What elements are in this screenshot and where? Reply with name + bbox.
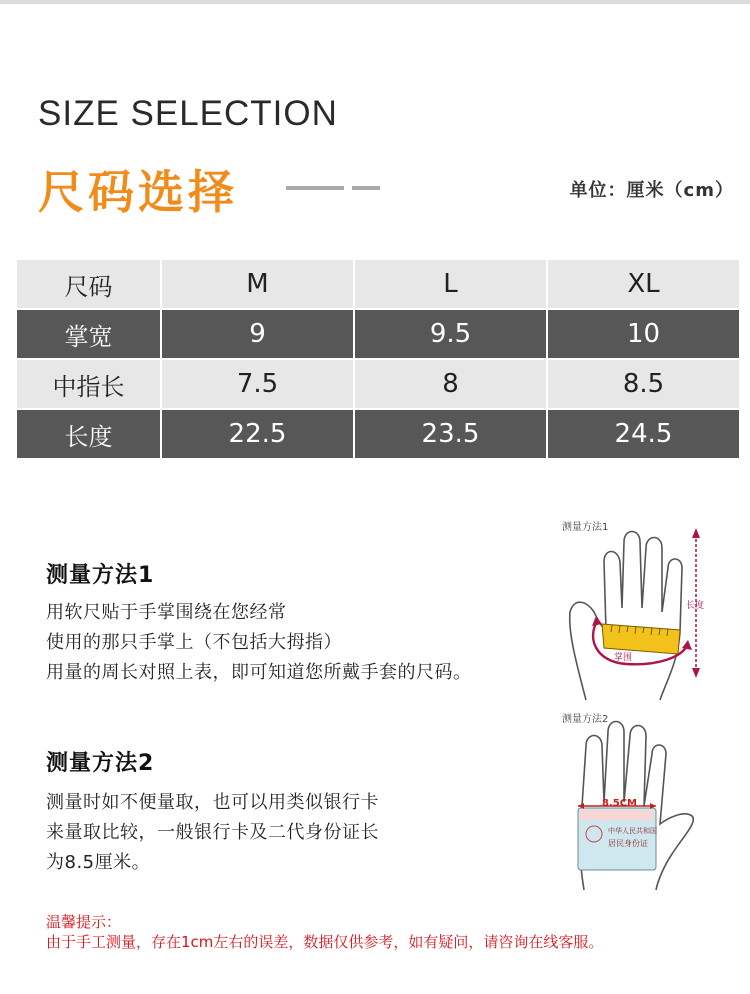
- length-label: 长度: [686, 601, 705, 611]
- method2-line: 测量时如不便量取，也可以用类似银行卡: [46, 792, 379, 813]
- method1-line: 用软尺贴于手掌围绕在您经常: [46, 602, 287, 623]
- size-cell: M: [162, 260, 353, 308]
- section-eyebrow: SIZE SELECTION: [38, 94, 338, 133]
- size-table: [15, 258, 741, 460]
- row-label: 中指长: [17, 360, 160, 408]
- method2-figure: [556, 706, 726, 896]
- card-line2: 居民身份证: [608, 839, 648, 848]
- method1-line: 用量的周长对照上表，即可知道您所戴手套的尺码。: [46, 662, 472, 683]
- notice-heading: 温馨提示：: [46, 913, 122, 931]
- hand-card-icon: [556, 706, 726, 896]
- method1-figure: [556, 512, 726, 702]
- notice-text: 由于手工测量，存在1cm左右的误差，数据仅供参考，如有疑问，请咨询在线客服。: [46, 933, 604, 951]
- size-row-length: [17, 410, 739, 458]
- size-cell: 9: [162, 310, 353, 358]
- method2-line: 来量取比较，一般银行卡及二代身份证长: [46, 822, 379, 843]
- row-label: 尺码: [17, 260, 160, 308]
- size-row-middle-finger: [17, 360, 739, 408]
- unit-label: 单位：厘米（cm）: [569, 180, 734, 201]
- size-cell: 8: [355, 360, 546, 408]
- size-cell: 23.5: [355, 410, 546, 458]
- title-dash-long: [286, 186, 344, 190]
- row-label: 长度: [17, 410, 160, 458]
- method2-text: [46, 788, 379, 878]
- figure-caption: 测量方法1: [562, 522, 609, 533]
- size-cell: XL: [548, 260, 739, 308]
- size-row-palm-width: [17, 310, 739, 358]
- size-cell: 10: [548, 310, 739, 358]
- method1-line: 使用的那只手掌上（不包括大拇指）: [46, 632, 342, 653]
- method1-title: 测量方法1: [46, 563, 155, 588]
- size-cell: 8.5: [548, 360, 739, 408]
- card-line1: 中华人民共和国: [608, 827, 657, 835]
- size-cell: L: [355, 260, 546, 308]
- method2-line: 为8.5厘米。: [46, 852, 151, 873]
- page-title: 尺码选择: [38, 165, 238, 219]
- top-divider: [0, 0, 750, 4]
- row-label: 掌宽: [17, 310, 160, 358]
- figure-caption: 测量方法2: [562, 714, 609, 725]
- size-cell: 24.5: [548, 410, 739, 458]
- size-cell: 9.5: [355, 310, 546, 358]
- size-cell: 7.5: [162, 360, 353, 408]
- palm-label: 掌围: [614, 653, 633, 663]
- card-length-label: 8.5CM: [602, 798, 638, 809]
- title-dash-short: [352, 186, 380, 190]
- size-row-size: [17, 260, 739, 308]
- method1-text: [46, 598, 472, 688]
- size-cell: 22.5: [162, 410, 353, 458]
- notice: [46, 912, 603, 952]
- method2-title: 测量方法2: [46, 751, 155, 776]
